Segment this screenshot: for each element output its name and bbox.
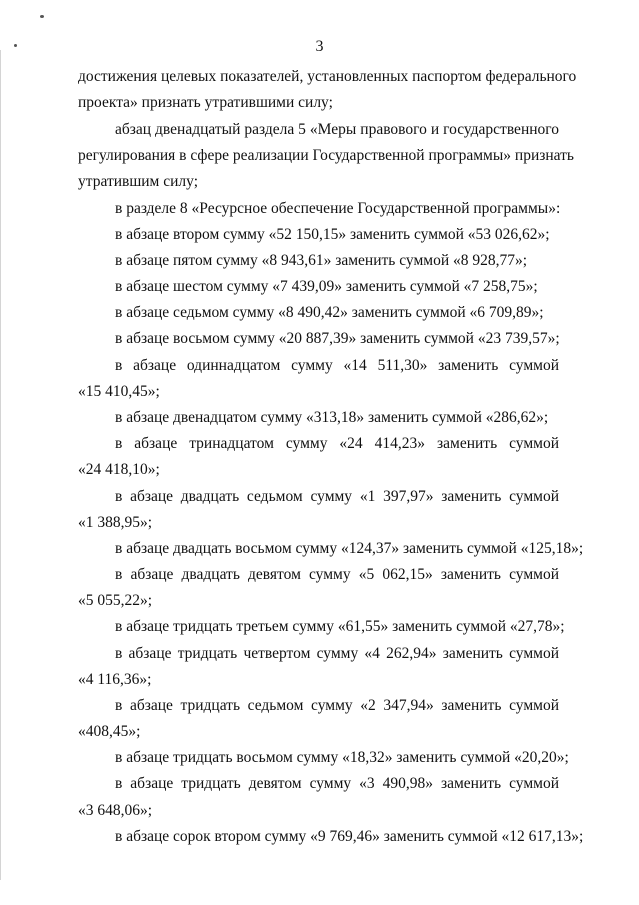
text-line: в абзаце шестом сумму «7 439,09» заменить суммой «7 258,75»;	[115, 278, 538, 295]
scan-speck	[40, 15, 44, 18]
text-line: в абзаце тридцать восьмом сумму «18,32» заменить суммой «20,20»;	[115, 749, 569, 766]
text-line: абзац двенадцатый раздела 5 «Меры правового и государственного	[115, 121, 559, 138]
text-line: «4 116,36»;	[78, 671, 152, 688]
text-line: регулирования в сфере реализации Государственной программы» признать	[78, 147, 574, 164]
text-line: в разделе 8 «Ресурсное обеспечение Государственной программы»:	[115, 200, 561, 217]
text-line: в абзаце тридцать девятом сумму «3 490,98» заменить суммой	[115, 775, 559, 792]
text-line: «24 418,10»;	[78, 461, 160, 478]
text-line: в абзаце одиннадцатом сумму «14 511,30» заменить суммой	[115, 357, 559, 374]
text-line: в абзаце двенадцатом сумму «313,18» заменить суммой «286,62»;	[115, 409, 549, 426]
text-line: в абзаце сорок втором сумму «9 769,46» заменить суммой «12 617,13»;	[115, 828, 584, 845]
text-line: в абзаце двадцать девятом сумму «5 062,15» заменить суммой	[115, 566, 559, 583]
text-line: в абзаце двадцать седьмом сумму «1 397,97» заменить суммой	[115, 488, 559, 505]
text-line: достижения целевых показателей, установленных паспортом федерального	[78, 68, 577, 85]
text-line: в абзаце втором сумму «52 150,15» заменить суммой «53 026,62»;	[115, 226, 550, 243]
text-line: «15 410,45»;	[78, 383, 160, 400]
text-line: «5 055,22»;	[78, 592, 153, 609]
scan-edge-shadow	[0, 50, 1, 880]
page-number: 3	[315, 38, 324, 55]
text-line: «1 388,95»;	[78, 514, 153, 531]
text-line: в абзаце тридцать третьем сумму «61,55» заменить суммой «27,78»;	[115, 618, 565, 635]
text-line: в абзаце двадцать восьмом сумму «124,37» заменить суммой «125,18»;	[115, 540, 584, 557]
text-line: утратившим силу;	[78, 173, 199, 190]
text-line: в абзаце тридцать седьмом сумму «2 347,94» заменить суммой	[115, 697, 559, 714]
text-line: в абзаце восьмом сумму «20 887,39» заменить суммой «23 739,57»;	[115, 330, 560, 347]
text-line: в абзаце седьмом сумму «8 490,42» заменить суммой «6 709,89»;	[115, 304, 544, 321]
text-line: в абзаце пятом сумму «8 943,61» заменить суммой «8 928,77»;	[115, 252, 528, 269]
text-line: «408,45»;	[78, 723, 141, 740]
text-line: «3 648,06»;	[78, 802, 153, 819]
text-line: в абзаце тридцать четвертом сумму «4 262,94» заменить суммой	[115, 645, 559, 662]
text-line: проекта» признать утратившими силу;	[78, 94, 333, 111]
text-line: в абзаце тринадцатом сумму «24 414,23» заменить суммой	[115, 435, 559, 452]
